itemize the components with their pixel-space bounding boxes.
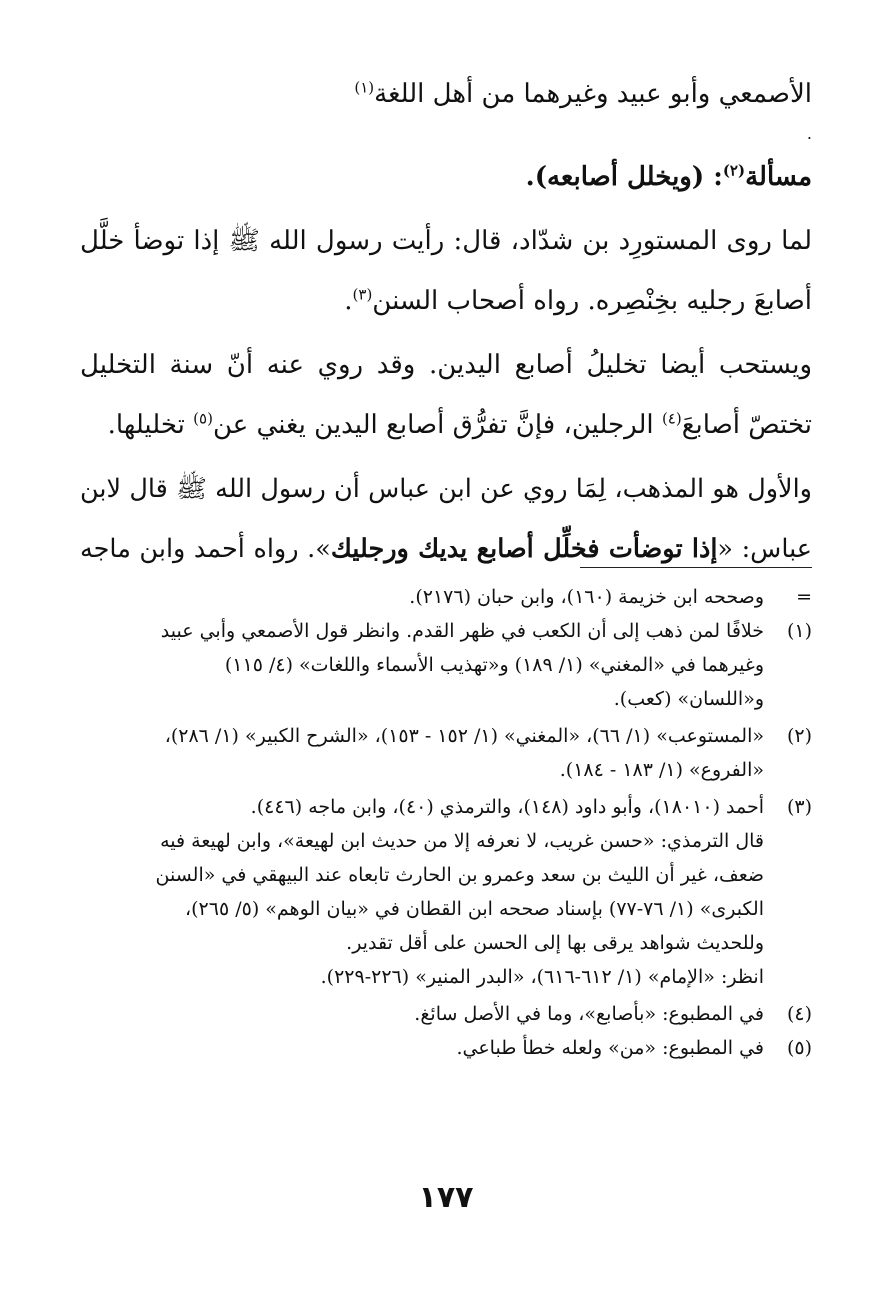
footnote-line: أحمد (١٨٠١٠)، وأبو داود (١٤٨)، والترمذي (٤٠)، وابن ماجه (٤٤٦). xyxy=(250,796,764,818)
footnote-line: خلافًا لمن ذهب إلى أن الكعب في ظهر القدم. وانظر قول الأصمعي وأبي عبيد xyxy=(160,620,764,642)
footnote-body xyxy=(80,614,764,716)
footnote-line: «الفروع» (١/ ١٨٣ - ١٨٤). xyxy=(559,759,764,781)
footnote-ref: (١) xyxy=(354,78,375,97)
footnote-marker: (١) xyxy=(786,620,812,642)
footnote-body xyxy=(80,790,764,994)
heading-text: : (ويخلل أصابعه). xyxy=(525,162,723,192)
main-text xyxy=(80,64,812,579)
text-segment: عباس: « xyxy=(717,534,812,564)
footnote-body xyxy=(80,719,764,787)
footnote-separator xyxy=(580,567,812,568)
footnote-ref: (٣) xyxy=(352,285,373,304)
footnote-marker: (٤) xyxy=(786,1003,812,1025)
footnote-3 xyxy=(80,790,812,994)
footnote-line: وللحديث شواهد يرقى بها إلى الحسن على أقل تقدير. xyxy=(346,932,764,954)
paragraph-line: لما روى المستورِد بن شدّاد، قال: رأيت رسول الله ﷺ إذا توضأ خلَّل xyxy=(80,226,812,256)
footnote-line: قال الترمذي: «حسن غريب، لا نعرفه إلا من حديث ابن لهيعة»، وابن لهيعة فيه xyxy=(160,830,764,852)
paragraph-line xyxy=(80,64,812,124)
footnote-line: في المطبوع: «من» ولعله خطأ طباعي. xyxy=(456,1037,764,1059)
footnote-line: و«اللسان» (كعب). xyxy=(613,688,764,710)
footnote-line: وغيرهما في «المغني» (١/ ١٨٩) و«تهذيب الأسماء واللغات» (٤/ ١١٥) xyxy=(224,654,764,676)
footnote-line: في المطبوع: «بأصابع»، وما في الأصل سائغ. xyxy=(414,1003,764,1025)
issue-heading xyxy=(80,147,812,207)
footnote-4 xyxy=(80,997,812,1031)
footnote-2 xyxy=(80,719,812,787)
footnote-body xyxy=(80,580,764,614)
footnote-ref: (٤) xyxy=(661,409,682,428)
footnotes xyxy=(80,580,812,1065)
footnote-body xyxy=(80,1031,764,1065)
footnote-continuation xyxy=(80,580,812,614)
text-segment: الرجلين، فإنَّ تفرُّق أصابع اليدين يغني عن xyxy=(212,410,662,440)
footnote-marker: (٢) xyxy=(786,725,812,747)
footnote-marker: (٥) xyxy=(786,1037,812,1059)
footnote-marker: (٣) xyxy=(786,796,812,818)
heading-label: مسألة xyxy=(745,162,812,192)
text-segment: . xyxy=(806,124,812,143)
footnote-body xyxy=(80,997,764,1031)
page-number: ١٧٧ xyxy=(418,1180,474,1215)
footnote-5 xyxy=(80,1031,812,1065)
footnote-line: الكبرى» (١/ ٧٦-٧٧) بإسناد صححه ابن القطان في «بيان الوهم» (٥/ ٢٦٥)، xyxy=(184,898,764,920)
text-segment: أصابعَ رجليه بخِنْصِره. رواه أصحاب السنن xyxy=(372,286,812,316)
paragraph-line xyxy=(80,271,812,331)
text-segment: ». رواه أحمد وابن ماجه xyxy=(80,534,331,564)
footnote-line: ضعف، غير أن الليث بن سعد وعمرو بن الحارث تابعاه عند البيهقي في «السنن xyxy=(155,864,764,886)
paragraph-line xyxy=(80,395,812,455)
footnote-ref: (٥) xyxy=(193,409,213,428)
text-segment: تخليلها. xyxy=(107,410,194,440)
hadith-quote: إذا توضأت فخلِّل أصابع يديك ورجليك xyxy=(330,534,718,564)
paragraph-line: والأول هو المذهب، لِمَا روي عن ابن عباس أن رسول الله ﷺ قال لابن xyxy=(80,474,812,504)
text-segment: تختصّ أصابعَ xyxy=(681,410,812,440)
text-segment: الأصمعي وأبو عبيد وغيرهما من أهل اللغة xyxy=(374,79,812,109)
paragraph-line xyxy=(80,519,812,579)
text-segment: . xyxy=(344,286,353,316)
footnote-line: «المستوعب» (١/ ٦٦)، «المغني» (١/ ١٥٢ - ١٥٣)، «الشرح الكبير» (١/ ٢٨٦)، xyxy=(164,725,764,747)
footnote-1 xyxy=(80,614,812,716)
footnote-line: انظر: «الإمام» (١/ ٦١٢-٦١٦)، «البدر المنير» (٢٢٦-٢٢٩). xyxy=(320,966,764,988)
paragraph-line: ويستحب أيضا تخليلُ أصابع اليدين. وقد روي عنه أنّ سنة التخليل xyxy=(80,350,812,380)
footnote-line: وصححه ابن خزيمة (١٦٠)، وابن حبان (٢١٧٦). xyxy=(409,586,764,608)
footnote-ref: (٢) xyxy=(722,161,746,180)
footnote-marker: = xyxy=(796,586,812,608)
